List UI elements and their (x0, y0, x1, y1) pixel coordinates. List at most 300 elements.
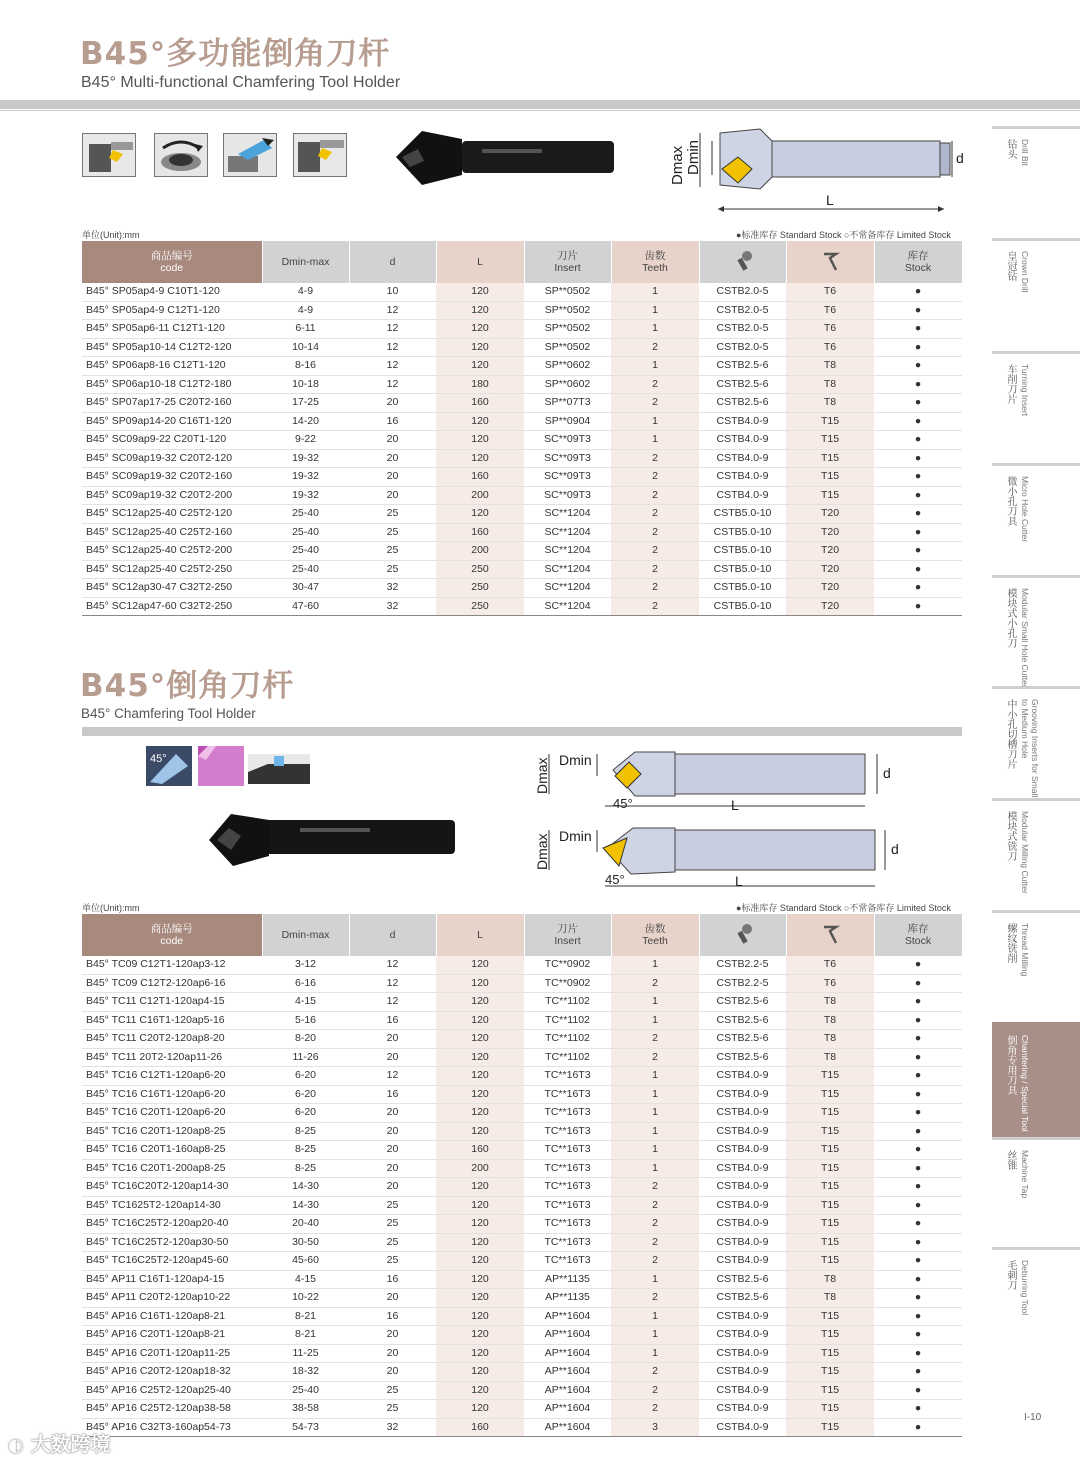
application-icon-4 (293, 133, 347, 177)
dmin-max-cell: 11-26 (262, 1048, 349, 1067)
dmin-max-cell: 6-11 (262, 320, 349, 339)
teeth-cell: 2 (611, 1363, 699, 1382)
table-row (82, 1307, 962, 1326)
section2-subtitle: B45° Chamfering Tool Holder (81, 706, 256, 721)
teeth-cell: 1 (611, 1104, 699, 1123)
sidebar-tab-10[interactable] (992, 1247, 1080, 1360)
length-label: L (826, 192, 834, 208)
code-cell: B45° SC12ap25-40 C25T2-200 (82, 542, 262, 561)
screw-cell: CSTB4.0-9 (699, 1178, 786, 1197)
insert-cell: SC**09T3 (524, 486, 611, 505)
screw-cell: CSTB5.0-10 (699, 505, 786, 524)
insert-cell: TC**1102 (524, 1048, 611, 1067)
d-cell: 12 (349, 993, 436, 1012)
table-row (82, 1418, 962, 1437)
stock-cell: ● (874, 523, 962, 542)
dmin-max-cell: 11-25 (262, 1344, 349, 1363)
stock-cell: ● (874, 320, 962, 339)
dmin-max-cell: 6-20 (262, 1067, 349, 1086)
insert-cell: TC**16T3 (524, 1159, 611, 1178)
table-row (82, 542, 962, 561)
screw-cell: CSTB2.5-6 (699, 1289, 786, 1308)
stock-cell: ● (874, 1178, 962, 1197)
wrench-cell: T6 (786, 956, 874, 974)
dmin-max-cell: 6-20 (262, 1104, 349, 1123)
teeth-cell: 1 (611, 1159, 699, 1178)
table-row (82, 597, 962, 616)
code-cell: B45° SP05ap4-9 C10T1-120 (82, 283, 262, 301)
length-cell: 120 (436, 1104, 524, 1123)
screw-cell: CSTB4.0-9 (699, 449, 786, 468)
screw-icon (733, 250, 753, 272)
wrench-icon (820, 250, 840, 272)
stock-cell: ● (874, 1326, 962, 1345)
code-cell: B45° TC16 C20T1-200ap8-25 (82, 1159, 262, 1178)
length-cell: 120 (436, 974, 524, 993)
insert-cell: SP**0602 (524, 357, 611, 376)
length-cell: 160 (436, 1418, 524, 1437)
wrench-cell: T15 (786, 1104, 874, 1123)
wrench-cell: T8 (786, 1289, 874, 1308)
insert-cell: AP**1604 (524, 1326, 611, 1345)
stock-cell: ● (874, 1233, 962, 1252)
stock-cell: ● (874, 542, 962, 561)
screw-cell: CSTB2.0-5 (699, 283, 786, 301)
screw-cell: CSTB4.0-9 (699, 1344, 786, 1363)
table-row (82, 1381, 962, 1400)
teeth-cell: 1 (611, 1141, 699, 1160)
d-cell: 20 (349, 1344, 436, 1363)
dmax-label-3: Dmax (534, 833, 550, 870)
code-cell: B45° SP05ap10-14 C12T2-120 (82, 338, 262, 357)
length-cell: 160 (436, 1141, 524, 1160)
wrench-cell: T8 (786, 1048, 874, 1067)
teeth-cell: 2 (611, 1048, 699, 1067)
length-cell: 200 (436, 1159, 524, 1178)
wrench-cell: T6 (786, 320, 874, 339)
dmin-max-cell: 25-40 (262, 523, 349, 542)
d-cell: 16 (349, 1085, 436, 1104)
teeth-cell: 1 (611, 956, 699, 974)
watermark: ◐ 大数跨境 (8, 1432, 111, 1456)
d-cell: 20 (349, 1363, 436, 1382)
teeth-cell: 1 (611, 1307, 699, 1326)
dmin-max-cell: 25-40 (262, 1381, 349, 1400)
d-cell: 20 (349, 1030, 436, 1049)
insert-cell: TC**1102 (524, 1011, 611, 1030)
insert-cell: TC**16T3 (524, 1067, 611, 1086)
col-header-wrench (786, 241, 874, 283)
code-cell: B45° TC11 C16T1-120ap5-16 (82, 1011, 262, 1030)
code-cell: B45° TC09 C12T2-120ap6-16 (82, 974, 262, 993)
sidebar-tab-label-zh: 螺纹铣削 (1005, 923, 1016, 963)
insert-cell: SP**0502 (524, 301, 611, 320)
length-cell: 120 (436, 1326, 524, 1345)
category-sidebar (992, 0, 1080, 1466)
insert-cell: SC**1204 (524, 560, 611, 579)
length-cell: 120 (436, 1011, 524, 1030)
length-label-2: L (731, 797, 739, 813)
table-row (82, 1233, 962, 1252)
tool-dimension-diagram-1 (660, 125, 970, 217)
screw-cell: CSTB2.5-6 (699, 1011, 786, 1030)
sidebar-tab-label-en: Machine Tap (1020, 1150, 1030, 1199)
code-cell: B45° TC1625T2-120ap14-30 (82, 1196, 262, 1215)
code-cell: B45° AP16 C25T2-120ap38-58 (82, 1400, 262, 1419)
table-row (82, 1196, 962, 1215)
table-row (82, 468, 962, 487)
section2-gray-bar (82, 727, 962, 736)
wrench-cell: T8 (786, 375, 874, 394)
d-cell: 12 (349, 1067, 436, 1086)
unit-label-2: 单位(Unit):mm (82, 903, 140, 913)
dmin-max-cell: 3-12 (262, 956, 349, 974)
table-row (82, 523, 962, 542)
length-cell: 120 (436, 993, 524, 1012)
table-row (82, 993, 962, 1012)
length-cell: 160 (436, 523, 524, 542)
screw-cell: CSTB4.0-9 (699, 1418, 786, 1437)
wrench-cell: T6 (786, 301, 874, 320)
stock-cell: ● (874, 1159, 962, 1178)
wrench-cell: T8 (786, 357, 874, 376)
table-row (82, 486, 962, 505)
length-cell: 120 (436, 338, 524, 357)
insert-cell: TC**16T3 (524, 1122, 611, 1141)
wrench-cell: T15 (786, 431, 874, 450)
code-cell: B45° TC16C25T2-120ap45-60 (82, 1252, 262, 1271)
stock-cell: ● (874, 579, 962, 598)
page-number: I-10 (1024, 1412, 1042, 1423)
d-cell: 25 (349, 542, 436, 561)
dmin-max-cell: 18-32 (262, 1363, 349, 1382)
length-cell: 120 (436, 1085, 524, 1104)
d-cell: 20 (349, 431, 436, 450)
sidebar-tab-label-zh: 钻头 (1005, 139, 1016, 159)
d-cell: 32 (349, 1418, 436, 1437)
insert-cell: SC**1204 (524, 505, 611, 524)
col-header-teeth: 齿数 Teeth (611, 241, 699, 283)
stock-cell: ● (874, 338, 962, 357)
screw-cell: CSTB2.5-6 (699, 375, 786, 394)
code-cell: B45° SC12ap47-60 C32T2-250 (82, 597, 262, 616)
insert-cell: SP**0502 (524, 338, 611, 357)
screw-cell: CSTB2.5-6 (699, 1048, 786, 1067)
wrench-cell: T15 (786, 1344, 874, 1363)
sidebar-tab-label-en: Modular Small Hole Cutter (1020, 588, 1030, 688)
sidebar-tab-label-zh: 倒角专用刀具 (1005, 1035, 1016, 1095)
code-cell: B45° AP11 C20T2-120ap10-22 (82, 1289, 262, 1308)
table-row (82, 1085, 962, 1104)
insert-cell: SC**1204 (524, 597, 611, 616)
table-row (82, 505, 962, 524)
col-header-insert: 刀片 Insert (524, 914, 611, 956)
tool-holder-photo-2 (205, 806, 460, 870)
sidebar-tab-label-zh: 车削刀片 (1005, 364, 1016, 404)
screw-cell: CSTB5.0-10 (699, 579, 786, 598)
dmin-label: Dmin (685, 139, 702, 175)
d-cell: 20 (349, 1289, 436, 1308)
d-cell: 25 (349, 560, 436, 579)
teeth-cell: 2 (611, 1252, 699, 1271)
dmin-max-cell: 19-32 (262, 486, 349, 505)
code-cell: B45° TC09 C12T1-120ap3-12 (82, 956, 262, 974)
application-icon-3 (223, 133, 277, 177)
insert-cell: SC**1204 (524, 523, 611, 542)
col-header-code: 商品编号 code (82, 241, 262, 283)
insert-cell: TC**1102 (524, 1030, 611, 1049)
code-cell: B45° SC12ap25-40 C25T2-120 (82, 505, 262, 524)
d-label-2: d (883, 765, 891, 781)
length-cell: 200 (436, 542, 524, 561)
code-cell: B45° TC11 C20T2-120ap8-20 (82, 1030, 262, 1049)
teeth-cell: 2 (611, 449, 699, 468)
wrench-icon (820, 923, 840, 945)
screw-cell: CSTB4.0-9 (699, 1326, 786, 1345)
sidebar-tab-0[interactable] (992, 126, 1080, 241)
teeth-cell: 1 (611, 301, 699, 320)
table-row (82, 375, 962, 394)
d-cell: 20 (349, 1159, 436, 1178)
teeth-cell: 2 (611, 1030, 699, 1049)
d-cell: 20 (349, 486, 436, 505)
length-cell: 120 (436, 283, 524, 301)
stock-cell: ● (874, 1122, 962, 1141)
stock-cell: ● (874, 505, 962, 524)
table-row (82, 1067, 962, 1086)
sidebar-tab-1[interactable] (992, 238, 1080, 354)
stock-cell: ● (874, 597, 962, 616)
hole-chamfer-icon (248, 754, 310, 784)
sidebar-tab-label-zh: 中小孔切槽刀片 (1005, 699, 1016, 769)
teeth-cell: 2 (611, 542, 699, 561)
screw-cell: CSTB4.0-9 (699, 1363, 786, 1382)
sidebar-tab-2[interactable] (992, 351, 1080, 466)
table-row (82, 1326, 962, 1345)
dmin-max-cell: 25-40 (262, 560, 349, 579)
dmin-max-cell: 8-21 (262, 1326, 349, 1345)
teeth-cell: 2 (611, 1381, 699, 1400)
d-cell: 20 (349, 1141, 436, 1160)
teeth-cell: 2 (611, 1196, 699, 1215)
section2-title: B45°倒角刀杆 (80, 668, 295, 704)
wrench-cell: T15 (786, 1141, 874, 1160)
length-cell: 120 (436, 1178, 524, 1197)
teeth-cell: 1 (611, 1326, 699, 1345)
screw-cell: CSTB2.5-6 (699, 394, 786, 413)
code-cell: B45° AP16 C20T1-120ap11-25 (82, 1344, 262, 1363)
stock-cell: ● (874, 375, 962, 394)
screw-cell: CSTB4.0-9 (699, 1085, 786, 1104)
dmin-max-cell: 10-14 (262, 338, 349, 357)
wrench-cell: T15 (786, 1326, 874, 1345)
d-cell: 25 (349, 1233, 436, 1252)
dmin-max-cell: 4-15 (262, 1270, 349, 1289)
length-cell: 120 (436, 1289, 524, 1308)
table-row (82, 1141, 962, 1160)
d-cell: 10 (349, 283, 436, 301)
sidebar-tab-7[interactable] (992, 910, 1080, 1025)
dmin-max-cell: 8-20 (262, 1030, 349, 1049)
screw-cell: CSTB5.0-10 (699, 523, 786, 542)
wrench-cell: T15 (786, 1159, 874, 1178)
screw-cell: CSTB4.0-9 (699, 1159, 786, 1178)
length-cell: 120 (436, 1048, 524, 1067)
dmin-max-cell: 9-22 (262, 431, 349, 450)
insert-cell: TC**16T3 (524, 1085, 611, 1104)
wrench-cell: T15 (786, 412, 874, 431)
teeth-cell: 2 (611, 560, 699, 579)
code-cell: B45° SP06ap8-16 C12T1-120 (82, 357, 262, 376)
chamfer-workpiece-icon (198, 746, 244, 786)
screw-cell: CSTB4.0-9 (699, 1307, 786, 1326)
angle-label-2: 45° (613, 796, 633, 811)
stock-cell: ● (874, 1141, 962, 1160)
length-cell: 120 (436, 1270, 524, 1289)
sidebar-tab-label-en: Turning Insert (1020, 364, 1030, 417)
d-cell: 25 (349, 1400, 436, 1419)
stock-cell: ● (874, 1215, 962, 1234)
sidebar-tab-3[interactable] (992, 463, 1080, 578)
tool-holder-photo-1 (392, 127, 622, 189)
table-row (82, 1104, 962, 1123)
col-header-dmin-max: Dmin-max (262, 914, 349, 956)
teeth-cell: 1 (611, 320, 699, 339)
teeth-cell: 2 (611, 1289, 699, 1308)
teeth-cell: 2 (611, 375, 699, 394)
stock-cell: ● (874, 1418, 962, 1437)
wrench-cell: T20 (786, 560, 874, 579)
d-cell: 20 (349, 1104, 436, 1123)
code-cell: B45° AP11 C16T1-120ap4-15 (82, 1270, 262, 1289)
dmin-max-cell: 10-18 (262, 375, 349, 394)
table-row (82, 1363, 962, 1382)
section1-title: B45°多功能倒角刀杆 (80, 36, 391, 72)
length-cell: 250 (436, 597, 524, 616)
screw-cell: CSTB5.0-10 (699, 597, 786, 616)
length-cell: 120 (436, 320, 524, 339)
teeth-cell: 2 (611, 974, 699, 993)
dmin-max-cell: 8-25 (262, 1122, 349, 1141)
d-label-3: d (891, 841, 899, 857)
dmin-max-cell: 6-20 (262, 1085, 349, 1104)
wrench-cell: T8 (786, 1011, 874, 1030)
stock-cell: ● (874, 468, 962, 487)
sidebar-tab-4[interactable] (992, 575, 1080, 689)
length-cell: 120 (436, 505, 524, 524)
teeth-cell: 3 (611, 1418, 699, 1437)
table-row (82, 1159, 962, 1178)
insert-cell: SC**09T3 (524, 468, 611, 487)
d-cell: 16 (349, 1011, 436, 1030)
insert-cell: TC**16T3 (524, 1252, 611, 1271)
insert-cell: AP**1604 (524, 1307, 611, 1326)
wrench-cell: T8 (786, 993, 874, 1012)
stock-cell: ● (874, 1289, 962, 1308)
sidebar-tab-8[interactable] (992, 1022, 1080, 1140)
insert-cell: TC**16T3 (524, 1104, 611, 1123)
code-cell: B45° SC09ap9-22 C20T1-120 (82, 431, 262, 450)
insert-cell: SC**1204 (524, 542, 611, 561)
code-cell: B45° TC16C20T2-120ap14-30 (82, 1178, 262, 1197)
dmin-label-2: Dmin (559, 752, 592, 768)
d-cell: 20 (349, 1326, 436, 1345)
insert-cell: SP**0502 (524, 283, 611, 301)
length-cell: 120 (436, 1307, 524, 1326)
length-cell: 160 (436, 394, 524, 413)
dmin-max-cell: 54-73 (262, 1418, 349, 1437)
screw-cell: CSTB4.0-9 (699, 1381, 786, 1400)
teeth-cell: 1 (611, 283, 699, 301)
d-cell: 20 (349, 1048, 436, 1067)
insert-cell: SC**09T3 (524, 431, 611, 450)
insert-cell: TC**0902 (524, 974, 611, 993)
stock-cell: ● (874, 1030, 962, 1049)
code-cell: B45° SP09ap14-20 C16T1-120 (82, 412, 262, 431)
d-cell: 16 (349, 412, 436, 431)
screw-cell: CSTB2.5-6 (699, 1030, 786, 1049)
dmin-max-cell: 17-25 (262, 394, 349, 413)
sidebar-tab-5[interactable] (992, 686, 1080, 801)
code-cell: B45° SC09ap19-32 C20T2-160 (82, 468, 262, 487)
unit-label-1: 单位(Unit):mm (82, 230, 140, 240)
dmin-max-cell: 19-32 (262, 468, 349, 487)
dmin-max-cell: 8-21 (262, 1307, 349, 1326)
dmin-max-cell: 4-9 (262, 301, 349, 320)
sidebar-tab-9[interactable] (992, 1137, 1080, 1250)
length-label-3: L (735, 873, 743, 889)
teeth-cell: 1 (611, 1085, 699, 1104)
stock-cell: ● (874, 993, 962, 1012)
teeth-cell: 2 (611, 1400, 699, 1419)
sidebar-tab-label-en: Deburring Tool (1020, 1260, 1030, 1316)
stock-cell: ● (874, 560, 962, 579)
insert-cell: TC**1102 (524, 993, 611, 1012)
dmax-label-2: Dmax (534, 757, 550, 794)
header-gray-bar (0, 100, 1080, 109)
wrench-cell: T20 (786, 523, 874, 542)
sidebar-tab-6[interactable] (992, 798, 1080, 913)
wrench-cell: T8 (786, 1270, 874, 1289)
table-row (82, 579, 962, 598)
teeth-cell: 1 (611, 993, 699, 1012)
insert-cell: TC**16T3 (524, 1233, 611, 1252)
d-cell: 32 (349, 597, 436, 616)
stock-legend-2: ●标准库存 Standard Stock ○不常备库存 Limited Stock (736, 903, 951, 913)
code-cell: B45° SC09ap19-32 C20T2-120 (82, 449, 262, 468)
stock-cell: ● (874, 956, 962, 974)
teeth-cell: 1 (611, 1067, 699, 1086)
wrench-cell: T15 (786, 449, 874, 468)
code-cell: B45° AP16 C20T2-120ap18-32 (82, 1363, 262, 1382)
table-row (82, 449, 962, 468)
dmax-label: Dmax (669, 145, 686, 185)
d-cell: 12 (349, 357, 436, 376)
teeth-cell: 2 (611, 505, 699, 524)
dmin-max-cell: 4-15 (262, 993, 349, 1012)
table-row (82, 431, 962, 450)
wrench-cell: T6 (786, 338, 874, 357)
length-cell: 120 (436, 412, 524, 431)
stock-legend-1: ●标准库存 Standard Stock ○不常备库存 Limited Stock (736, 230, 951, 240)
teeth-cell: 2 (611, 486, 699, 505)
d-cell: 20 (349, 449, 436, 468)
col-header-length: L (436, 241, 524, 283)
screw-cell: CSTB4.0-9 (699, 1233, 786, 1252)
angle-45-icon (146, 746, 192, 786)
teeth-cell: 2 (611, 468, 699, 487)
table-row (82, 1344, 962, 1363)
